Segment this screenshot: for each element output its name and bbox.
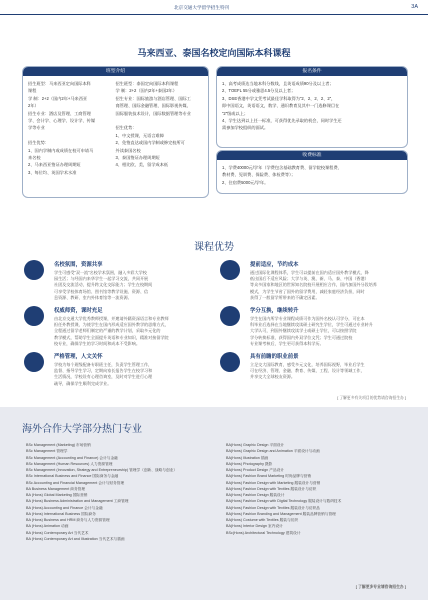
advantage-text-line: 可享受学校体育场馆、图书馆等教学设施、资源、信 bbox=[54, 288, 149, 294]
advantage-text-line: 通过国际化课程体系，学生可以提前在国内适应国外教学模式，降 bbox=[250, 270, 369, 275]
requirement-line: 2、TOEFL 55分或雅思4.5分及以上者； bbox=[222, 88, 296, 94]
advantage-text-line: 园生活；与经国内来华学生一起学习交流，共同开展 bbox=[54, 276, 149, 282]
advantage-text-line: 生活情况，学校设有心理咨询室，及时对学生进行心理 bbox=[54, 374, 153, 380]
advantage-text-line: 获得了一般留学所带来的不确定因素。 bbox=[250, 294, 320, 300]
fee-line: 2、住宿费5000元/学年。 bbox=[222, 179, 269, 185]
panel-text-line: 课程 bbox=[28, 88, 37, 94]
major-item: BA Business Management 商务管理 bbox=[26, 486, 86, 491]
major-item: BA(Hons) Interior Design 室内设计 bbox=[226, 524, 283, 529]
advantage-text-line: 全程通过留学老师们制定的严谨的教学计划，采取多元化的 bbox=[54, 328, 161, 334]
section1-title: 马来西亚、泰国名校定向国际本科课程 bbox=[137, 48, 291, 58]
page-number: 3A bbox=[411, 4, 418, 10]
class-intro-heading: 班型介绍 bbox=[23, 67, 208, 76]
advantage-title: 名校氛围，资源共享 bbox=[54, 262, 103, 268]
panel-text-line: 3、每位均、英国学术水准 bbox=[28, 169, 77, 175]
advantage-text-line: 专业课考核后，学生更可获得本科学历。 bbox=[250, 340, 324, 346]
advantage-text-line: 疏导，确保学生顺利完成学业。 bbox=[54, 380, 112, 386]
requirement-line: 4、学生达到以上任一标准，可获得优先录取的机会，同时学生还 bbox=[222, 118, 342, 124]
major-item: BA(Hons) Fashion Design 服装设计 bbox=[226, 493, 285, 497]
advantage-text-line: 模式，为学生节省了国外的留学费用，减轻家庭经济负担，同时 bbox=[250, 288, 365, 294]
advantages-footnote-text: 了解更多有关项目的优势请咨询招生办 bbox=[339, 396, 404, 400]
advantage-title: 学分互换，继续转升 bbox=[250, 308, 299, 314]
care-icon bbox=[24, 352, 44, 372]
major-item: BA (Hons) Contemporary Art and Illustration 当代艺术与插画 bbox=[26, 536, 125, 541]
panel-text-line: 学 制：2+2（国内2年+泰国2年） bbox=[115, 88, 177, 94]
panel-text-line: 4、相比欧、美，留学成本低 bbox=[115, 162, 169, 168]
panel-text-line: 招生专业：国际旅游与酒店管理、国际工 bbox=[115, 95, 191, 101]
requirement-line: 需参加学校组织的面试。 bbox=[222, 125, 269, 131]
credit-icon bbox=[220, 306, 240, 326]
major-item: BSc Accounting and Financial Management 会计与财务管理 bbox=[26, 480, 125, 485]
school-icon bbox=[24, 260, 44, 280]
major-item: BSc International Business and Finance 国际商务与金融 bbox=[26, 474, 119, 479]
requirements-heading: 报名条件 bbox=[217, 67, 407, 76]
fee-line: 1、学费40000元/学年（学费包含基础教育费、留学院校课程费、 bbox=[222, 165, 342, 170]
major-item: BA(Hons) Fashion Design with Marketing 服装设计与营销 bbox=[226, 480, 321, 485]
major-item: BA(Hons) Graphic Design and Animation 平面设计与动画 bbox=[226, 449, 320, 454]
advantage-text-line: 息资源、教研、室内外体育馆等一流资源。 bbox=[54, 294, 132, 300]
class-intro-panel bbox=[22, 66, 209, 198]
panel-text-line: 2年） bbox=[28, 103, 39, 109]
panel-text-line: 学 制：2+2（国内2年+马来西亚 bbox=[28, 95, 88, 101]
section2-title: 课程优势 bbox=[194, 242, 234, 253]
major-item: BA(Hons) Fashion Brand Marketing 时尚品牌与营销 bbox=[226, 474, 312, 479]
major-item: BA (Hons) Global Marketing 国际营销 bbox=[26, 493, 88, 497]
advantage-text-line: 学生可感受“双一流”名校学术氛围，融入多彩大学校 bbox=[54, 270, 147, 275]
advantage-text-line: 立足交大国际教育，感受多元文化，培养国际视野，毕业后学生 bbox=[250, 362, 365, 367]
panel-text-line: 3、泰国签证办理周期短 bbox=[115, 155, 160, 161]
advantage-text-line: 由北京交通大学优秀教师授课，并邀请外籍资深语言和专业教师 bbox=[54, 316, 169, 321]
major-item: BA(Hons) Costume with Textiles 服装与纺织 bbox=[226, 518, 299, 522]
advantage-text-line: 教学模式，帮助学生全面提升英语和专业知识，精准对接留学院 bbox=[54, 334, 169, 340]
majors-footnote: [ 了解更多专业请咨询招生办 ] bbox=[355, 585, 406, 589]
panel-text-line: 来名校 bbox=[28, 155, 41, 161]
panel-text-line: 招生专业：酒店及管理、工商管理 bbox=[28, 110, 91, 116]
requirement-line: 即中国语文，英语语文，数学、通识教育及其中一门选修课目在 bbox=[222, 103, 340, 109]
major-item: BA (Hons) Accounting and Finance 会计与金融 bbox=[26, 505, 103, 510]
requirements-panel bbox=[216, 66, 408, 148]
major-item: BSc Management (Innovation, Strategy and Entrepreneurship) 管理学（创新、战略与创业） bbox=[26, 468, 178, 472]
panel-text-line: 2、马来西亚签证办理周期短 bbox=[28, 162, 81, 168]
advantage-title: 具有前瞻的职业前景 bbox=[250, 354, 299, 360]
major-item: BA(Hons) Fashion Design with Textiles 服装设计与纺织 bbox=[226, 486, 317, 491]
panel-text-line: 1、国内学制内或成绩在校可申请马 bbox=[28, 147, 94, 153]
advantage-text-line: 学校为每个班级配备专职班主任，负责学生管理工作， bbox=[54, 362, 153, 367]
major-item: BA (Hons) International Business 国际商务 bbox=[26, 511, 96, 516]
teacher-icon bbox=[24, 306, 44, 326]
panel-text-line: 外读泰国名校 bbox=[115, 147, 141, 153]
major-item: BSc Management (Accounting and Finance) 会计与金融 bbox=[26, 455, 118, 460]
panel-text-line: 国际服装技术设计，国际数据管理等专业 bbox=[115, 110, 191, 116]
fees-panel bbox=[216, 150, 408, 194]
panel-text-line: 商管理、国际金融管理、国际影视传媒、 bbox=[115, 103, 191, 109]
advantage-text-line: 等众多国家和地区的世界知名院校开展相应合作，国内加国外分段培养 bbox=[250, 282, 377, 288]
majors-list-left bbox=[26, 442, 177, 542]
malaysia-column bbox=[28, 80, 116, 176]
panel-text-line bbox=[116, 117, 204, 124]
panel-text-line: 1、中文授课，无语言难障 bbox=[115, 132, 164, 138]
requirement-line: 1、高考成绩达当地本科分数线，且英语成绩90分及以上者； bbox=[222, 81, 334, 86]
major-item: BA (Hons) Contemporary Art 当代艺术 bbox=[26, 530, 89, 535]
advantage-text-line: 担任外教授课，为使学生在国内形成适应国外教学的思维方式， bbox=[54, 322, 169, 328]
advantage-title: 严格管理，人文关怀 bbox=[54, 354, 103, 360]
panel-text-line: 招生班型：马来西亚定向国际本科 bbox=[28, 81, 91, 86]
major-item: BA(Hons) Fashion Branding and Management 服装品牌营销与管理 bbox=[226, 511, 336, 516]
majors-list-right bbox=[226, 442, 341, 536]
fee-line: 教材费、见训费、保险费、体检费等）； bbox=[222, 172, 296, 178]
panel-text-line: 招生优势： bbox=[28, 140, 49, 146]
major-item: BA (Hons) Animation 动画 bbox=[26, 524, 69, 529]
panel-text-line bbox=[28, 132, 116, 139]
advantage-text-line: 校专业，确保学生的学习时间和成本不受影响。 bbox=[54, 340, 140, 346]
panel-text-line: 招生优势： bbox=[115, 125, 137, 131]
header-rule bbox=[0, 14, 428, 15]
major-item: BSc Management (Human Resources) 人力资源管理 bbox=[26, 461, 113, 466]
major-item: BA (Hons) Business and HRM 商务与人力资源管理 bbox=[26, 518, 110, 522]
fees-heading: 收费标准 bbox=[217, 151, 407, 160]
major-item: BA(Hons) Graphic Design 平面设计 bbox=[226, 443, 285, 447]
header-title: 北京交通大学留学招生特刊 bbox=[174, 5, 230, 10]
advantage-title: 提前适应，节约成本 bbox=[250, 262, 299, 268]
advantage-text-line: 学生在国内所学专业课程成绩可作为国外名校认可学分，可在本 bbox=[250, 316, 365, 321]
advantage-title: 权威师资，课时充足 bbox=[54, 308, 103, 314]
advantage-text-line: 可在经济、管理、金融、教育、传媒、工程、设计等领域工作， bbox=[250, 368, 365, 374]
requirement-line: “2”级或以上； bbox=[222, 110, 249, 116]
advantage-text-line: 低出国后不适应风险；大学与英、澳、新、马、泰、中国（香港） bbox=[250, 276, 369, 282]
advantages-footnote: [ 了解更多有关项目的优势请咨询招生办 ] bbox=[337, 396, 406, 400]
adapt-icon bbox=[220, 260, 240, 280]
major-item: BSc Management 管理学 bbox=[26, 449, 68, 454]
advantage-text-line: 大学认可，到国外继续攻读学士或硕士学位，可以按照学院 bbox=[250, 328, 357, 334]
panel-text-line: 2、免签直达或国内学制或修完校所可 bbox=[115, 140, 185, 146]
major-item: BA(Hons) Fashion Design with Digital Technology 服装设计与数码技术 bbox=[226, 499, 342, 504]
major-item: BA(Hons) Product Design 产品设计 bbox=[226, 468, 284, 472]
panel-text-line: 招生班型：泰国定向国际本科课程 bbox=[115, 81, 179, 86]
panel-text-line: 学等专业 bbox=[28, 125, 45, 131]
major-item: BA (Hons) Business Administration and Management 工商管理 bbox=[26, 499, 129, 504]
advantage-text-line: 科毕业后选择在当地继续攻读硕士研究生学位，学生可通过专业转升 bbox=[250, 322, 373, 328]
thailand-column bbox=[116, 80, 204, 176]
advantage-text-line: 社团及交流活动，提升跨文化交际能力；学生在校期间 bbox=[54, 282, 153, 288]
major-item: BSc Management (Marketing) 市场营销 bbox=[26, 443, 91, 447]
requirement-line: 3、DSE香港中学文凭考试最佳学科取得为“2、2、2、2、2”， bbox=[222, 95, 336, 101]
major-item: BA(Hons) Photography 摄影 bbox=[226, 461, 273, 466]
advantage-text-line: 监督、指导学生学习，定期向家长报告学生在校学习和 bbox=[54, 368, 153, 374]
advantage-text-line: 学分转换标准，获得国内外双学位文凭；学生可通过院校 bbox=[250, 334, 353, 340]
majors-footnote-text: 了解更多专业请咨询招生办 bbox=[358, 585, 404, 589]
major-item: BSc(Hons) Architectural Technology 建筑设计 bbox=[226, 530, 301, 535]
section3-title: 海外合作大学部分热门专业 bbox=[22, 424, 142, 435]
major-item: BA(Hons) Fashion Design with Textiles 服装设计与纺织品 bbox=[226, 505, 320, 510]
panel-text-line: 学、会计学、心理学、设计学、传媒 bbox=[28, 118, 96, 124]
advantage-text-line: 并享交大全球校友资源。 bbox=[250, 374, 296, 380]
majors-section bbox=[0, 407, 428, 600]
career-icon bbox=[220, 352, 240, 372]
major-item: BA(Hons) Illustration 插画 bbox=[226, 455, 269, 460]
